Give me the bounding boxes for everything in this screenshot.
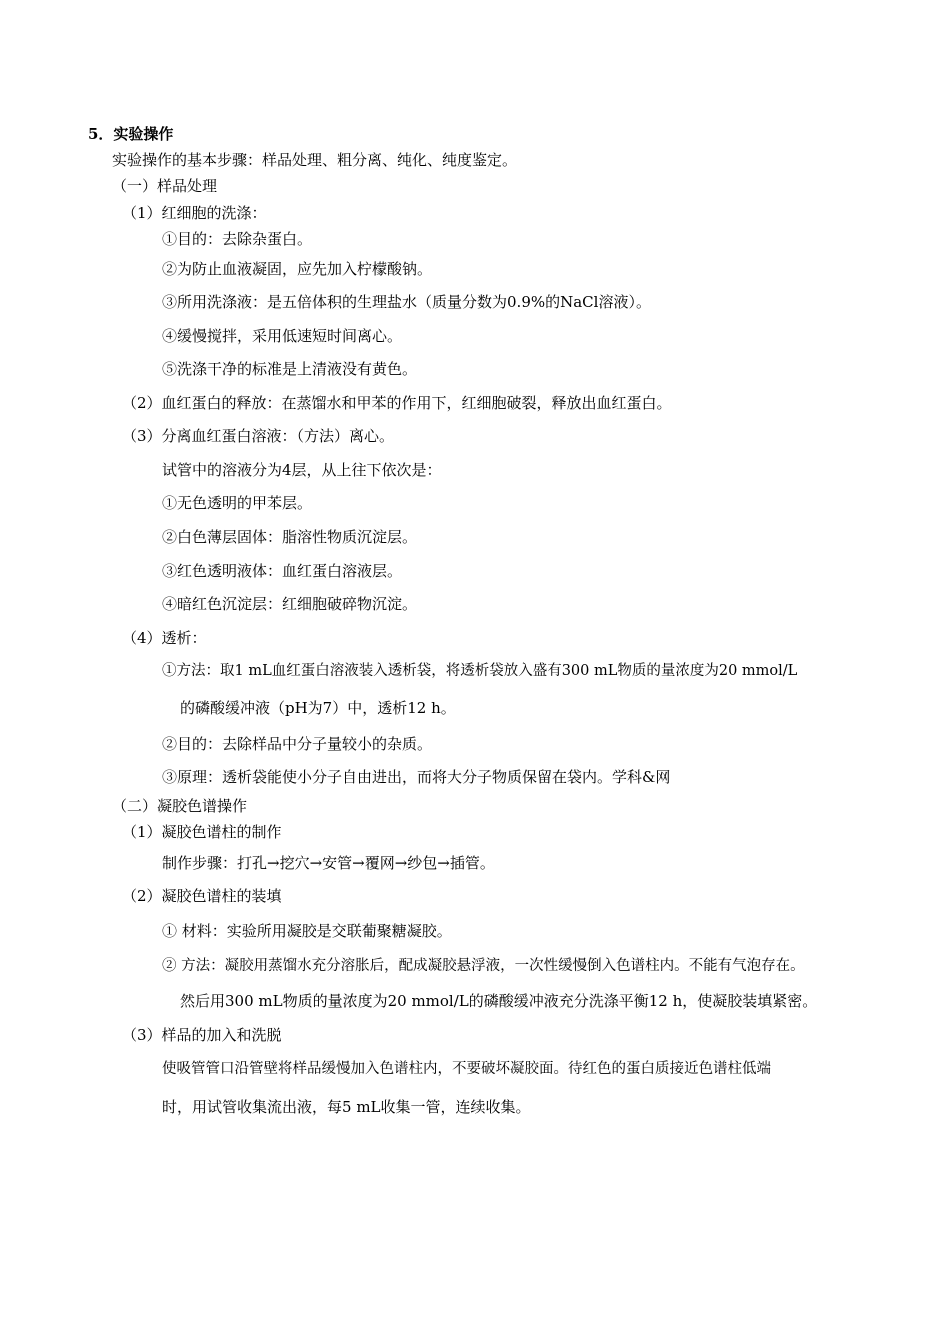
separation-item-1: ①无色透明的甲苯层。 [162, 494, 313, 512]
washing-item-1: ①目的：去除杂蛋白。 [162, 230, 313, 248]
washing-item-5: ⑤洗涤干净的标准是上清液没有黄色。 [162, 360, 418, 378]
separation-intro: 试管中的溶液分为4层，从上往下依次是： [162, 461, 442, 479]
part2-heading: （二）凝胶色谱操作 [112, 797, 248, 815]
release-heading: （2）血红蛋白的释放：在蒸馏水和甲苯的作用下，红细胞破裂，释放出血红蛋白。 [122, 394, 672, 412]
washing-item-2: ②为防止血液凝固，应先加入柠檬酸钠。 [162, 260, 433, 278]
packing-method-line2: 然后用300 mL物质的量浓度为20 mmol/L的磷酸缓冲液充分洗涤平衡12 h，使凝胶装填紧密。 [180, 992, 818, 1010]
dialysis-method-line1: ①方法：取1 mL血红蛋白溶液装入透析袋，将透析袋放入盛有300 mL物质的量浓度为20 mmol/L [162, 663, 798, 679]
separation-heading: （3）分离血红蛋白溶液：（方法）离心。 [122, 427, 395, 445]
part1-heading: （一）样品处理 [112, 177, 218, 195]
packing-method-line1: ② 方法：凝胶用蒸馏水充分溶胀后，配成凝胶悬浮液，一次性缓慢倒入色谱柱内。不能有气泡存在。 [162, 958, 805, 974]
packing-material: ① 材料：实验所用凝胶是交联葡聚糖凝胶。 [162, 922, 452, 940]
dialysis-principle: ③原理：透析袋能使小分子自由进出，而将大分子物质保留在袋内。学科&网 [162, 768, 671, 786]
dialysis-purpose: ②目的：去除样品中分子量较小的杂质。 [162, 735, 433, 753]
loading-line1: 使吸管管口沿管壁将样品缓慢加入色谱柱内，不要破坏凝胶面。待红色的蛋白质接近色谱柱低端 [162, 1061, 771, 1077]
separation-item-3: ③红色透明液体：血红蛋白溶液层。 [162, 562, 403, 580]
washing-item-4: ④缓慢搅拌，采用低速短时间离心。 [162, 327, 403, 345]
separation-item-4: ④暗红色沉淀层：红细胞破碎物沉淀。 [162, 595, 418, 613]
packing-heading: （2）凝胶色谱柱的装填 [122, 887, 282, 905]
dialysis-heading: （4）透析： [122, 629, 207, 647]
washing-heading: （1）红细胞的洗涤： [122, 204, 267, 222]
dialysis-method-line2: 的磷酸缓冲液（pH为7）中，透析12 h。 [180, 699, 456, 717]
loading-line2: 时，用试管收集流出液，每5 mL收集一管，连续收集。 [162, 1098, 531, 1116]
making-steps: 制作步骤：打孔→挖穴→安管→覆网→纱包→插管。 [162, 854, 495, 872]
section-title: 5．实验操作 [88, 125, 174, 143]
washing-item-3: ③所用洗涤液：是五倍体积的生理盐水（质量分数为0.9%的NaCl溶液）。 [162, 293, 651, 311]
loading-heading: （3）样品的加入和洗脱 [122, 1026, 282, 1044]
section-intro: 实验操作的基本步骤：样品处理、粗分离、纯化、纯度鉴定。 [112, 151, 518, 169]
separation-item-2: ②白色薄层固体：脂溶性物质沉淀层。 [162, 528, 418, 546]
making-heading: （1）凝胶色谱柱的制作 [122, 823, 282, 841]
